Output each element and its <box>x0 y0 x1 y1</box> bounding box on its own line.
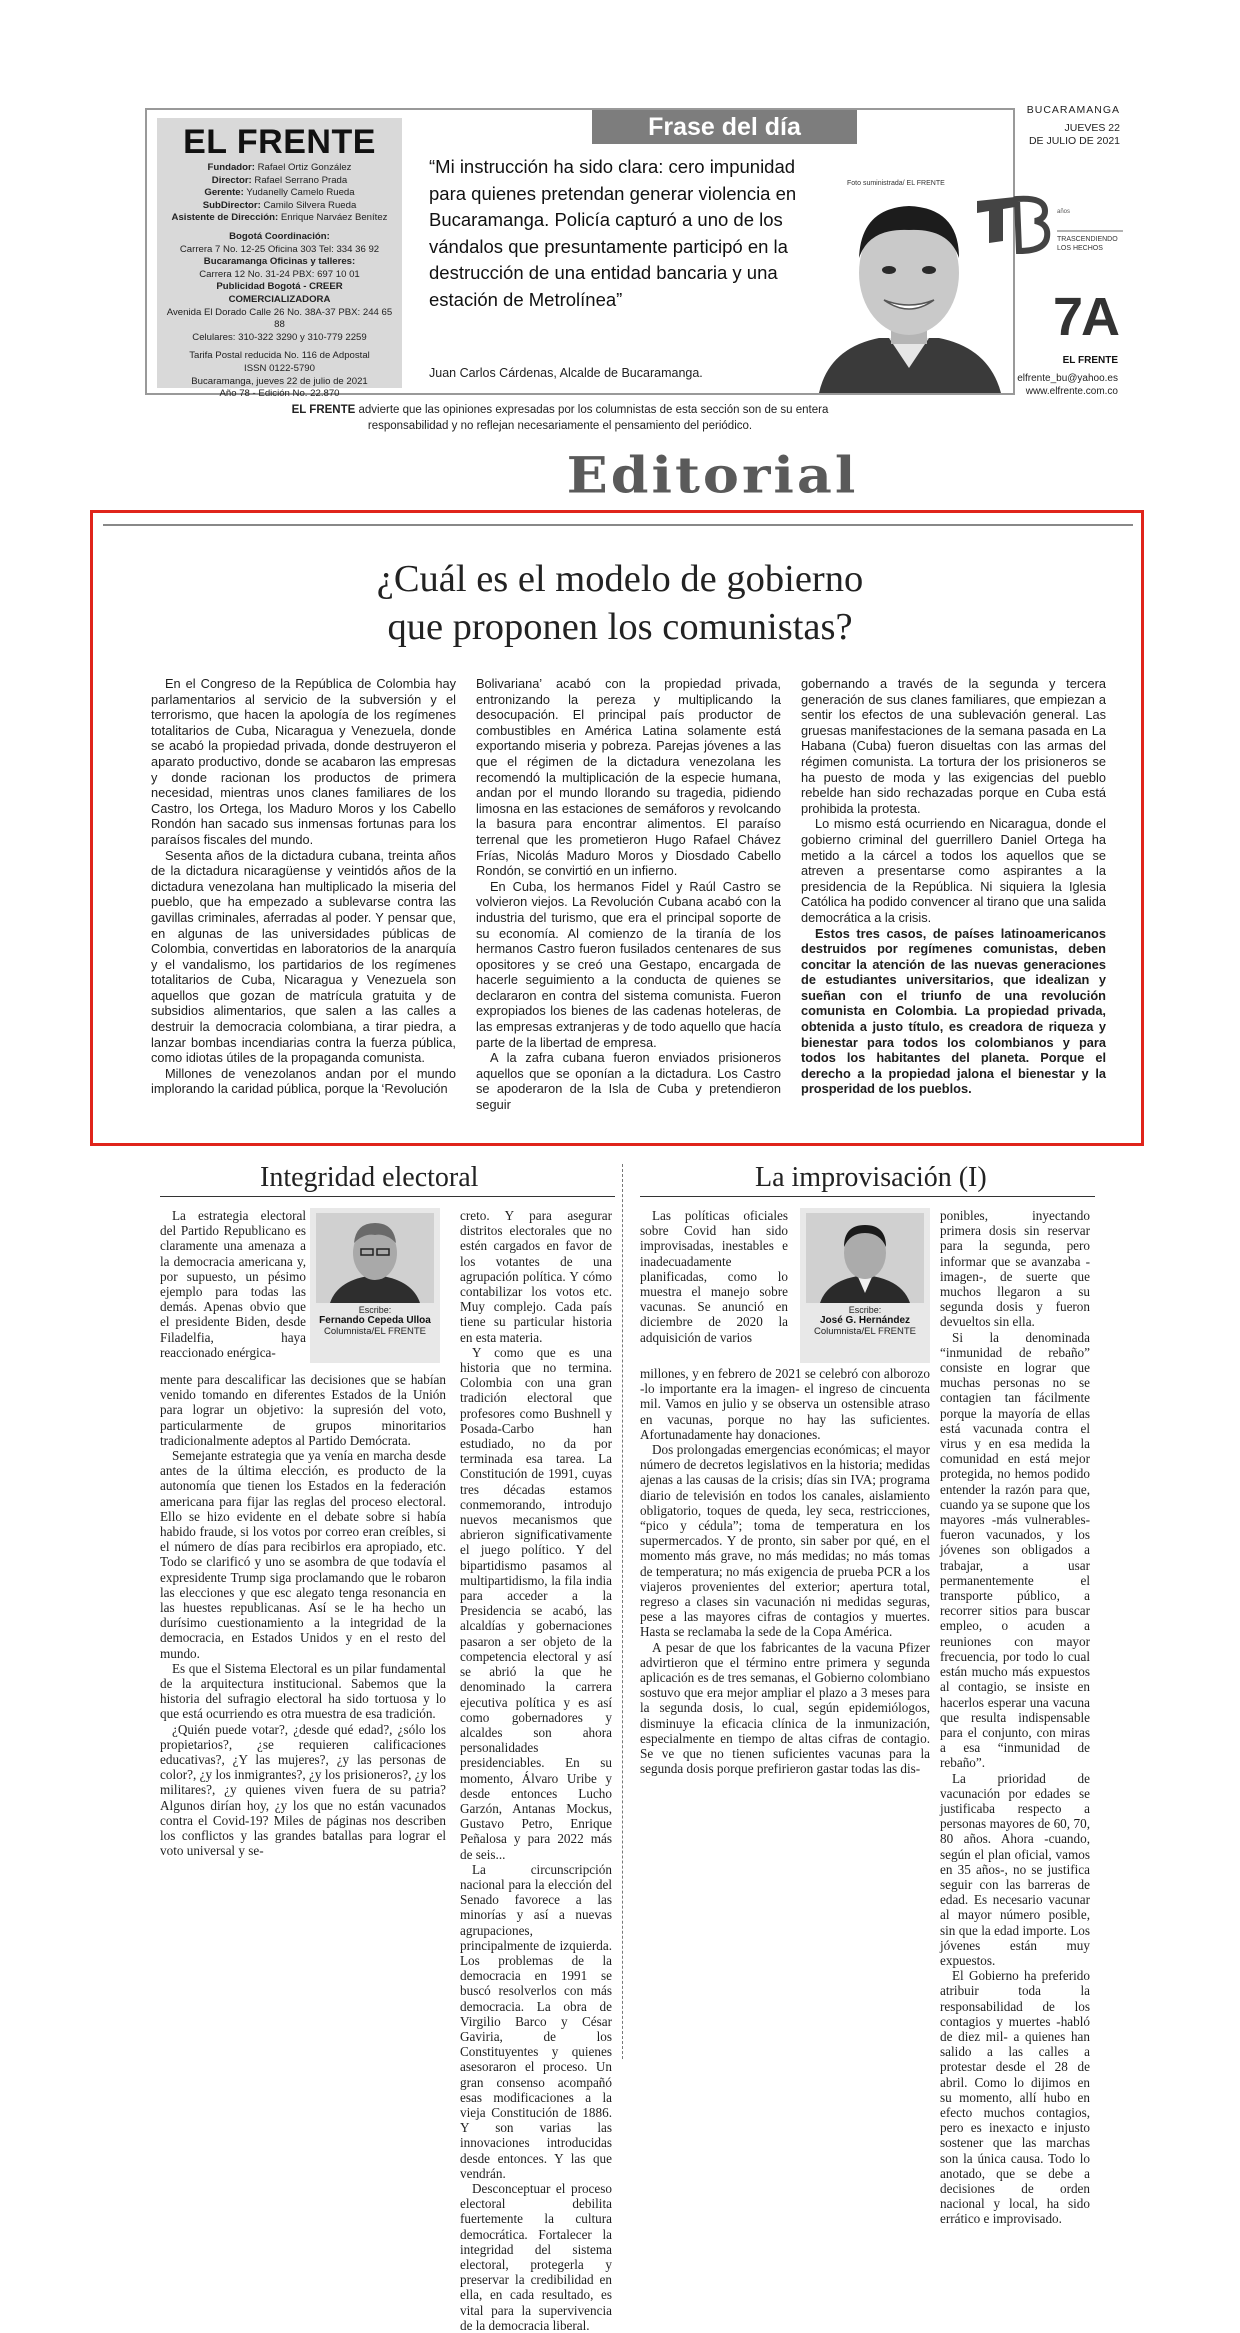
paragraph: Estos tres casos, de países latinoamericanos destruidos por regímenes comunistas, deben concitar la atención de las nuevas generaciones de estudiantes universitarios, que idealizan y sueñan con el triunfo de una revolución comunista en Colombia. La propiedad privada, obtenida a justo título, es creadora de riqueza y bienestar para todos los colombianos y para todos los habitantes del planeta. Porque el derecho a la propiedad jalona el bienestar y la prosperidad de los pueblos. <box>801 925 1106 1097</box>
office-line: Carrera 7 No. 12-25 Oficina 303 Tel: 334 36 92 <box>179 243 380 255</box>
editorial-column-3 <box>801 676 1106 1097</box>
logo-caption-1: TRASCENDIENDO <box>1057 236 1118 243</box>
svg-text:años: años <box>1057 209 1071 215</box>
photo-credit: Foto suministrada/ EL FRENTE <box>847 180 945 187</box>
author-name: José G. Hernández <box>819 1315 911 1326</box>
divider <box>160 1196 615 1197</box>
column-left-text-2 <box>460 1208 612 2333</box>
quote-author: Juan Carlos Cárdenas, Alcalde de Bucaramanga. <box>429 366 703 380</box>
paper-name: EL FRENTE <box>183 123 376 161</box>
paragraph: Es que el Sistema Electoral es un pilar fundamental de la arquitectura institucional. Sabemos que la historia del sufragio electoral ha sido tortuosa y lo que está ocurriendo es otra muestra de esa tradición. <box>160 1660 446 1722</box>
author-name: Fernando Cepeda Ulloa <box>319 1315 431 1326</box>
postal-line: Tarifa Postal reducida No. 116 de Adpostal <box>189 350 370 362</box>
paragraph: Lo mismo está ocurriendo en Nicaragua, donde el gobierno criminal del guerrillero Daniel Ortega ha metido a la cárcel a todos los aquellos que se atreven a presentarse como aspirantes a la presidencia de la República. Ni siquiera la Iglesia Católica ha podido convencer al tirano que una salida democrática a la crisis. <box>801 816 1106 925</box>
staff-line: SubDirector: Camilo Silvera Rueda <box>202 199 357 211</box>
column-right-text-1a <box>640 1208 788 1345</box>
paragraph: Si la denominada “inmunidad de rebaño” consiste en lograr que muchas personas no se contagien tan fácilmente porque la mayoría de ellas está vacunada contra el virus y en esa medida la comunidad en está mejor protegida, no hemos podido entender la razón para que, cuando ya se supone que los mayores -más vulnerables- fueron vacunados, y los jóvenes son obligados a trabajar, a usar permanentemente el transporte público, a recorrer sitios para buscar empleo, o acuden a reuniones con mayor frecuencia, por todo lo cual están mucho más expuestos al contagio, se insiste en hacerlos esperar una vacuna que resulta indispensable para el conjunto, con miras a esa “inmunidad de rebaño”. <box>940 1329 1090 1771</box>
paragraph: Sesenta años de la dictadura cubana, treinta años de la dictadura nicaragüense y veintidós años de la dictadura venezolana han multiplicado la miseria del pueblo, que ha empezado a sublevarse contra las gavillas criminales, aferradas al poder. Y pensar que, en algunas de las universidades públicas de Colombia, convertidas en laboratorios de la anarquía y el vandalismo, los partidarios de los regímenes totalitarios de Cuba, Nicaragua y Venezuela son aquellos que gozan de matrícula gratuita y de subsidios alimentarios, que salen a las calles a destruir la democracia colombiana, a tirar piedra, a lanzar bombas incendiarias contra la fuerza pública, como idiotas útiles de la propaganda comunista. <box>151 847 456 1066</box>
postal-line: ISSN 0122-5790 <box>244 362 315 374</box>
office-title: Bogotá Coordinación: <box>229 230 330 242</box>
column-title-right: La improvisación (I) <box>755 1162 987 1193</box>
column-left-text-1a <box>160 1208 306 1360</box>
author-label: Escribe: <box>848 1305 882 1315</box>
author-photo-right <box>806 1213 924 1303</box>
quote-text: “Mi instrucción ha sido clara: cero impunidad para quienes pretendan generar violencia en Bucaramanga. Policía capturó a uno de los vándalos que presuntamente participó en la destrucción de una entidad bancaria y una estación de Metrolínea” <box>429 156 797 310</box>
editorial-column-1 <box>151 676 456 1097</box>
paragraph: El Gobierno ha preferido atribuir toda la responsabilidad de los contagios y muertes -habló de diez mil- a quienes han salido a las calles a protestar desde el 28 de abril. Como lo dijimos en su momento, allí hubo en efecto muchos contagios, pero es inexacto e injusto sostener que las marchas son la única causa. Todo lo anotado, que se debe a decisiones de orden nacional y local, ha sido errático e improvisado. <box>940 1968 1090 2227</box>
paragraph: A pesar de que los fabricantes de la vacuna Pfizer advirtieron que el término entre primera y segunda aplicación es de tres semanas, el Gobierno colombiano sostuvo que era mejor ampliar el plazo a 3 meses para la segunda dosis, lo cual, según epidemiólogos, disminuye la eficacia clínica de la inmunización, especialmente en tiempo de altas cifras de contagio. Se ve que no tienen suficientes vacunas para la segunda dosis porque prefirieron gastar todas las dis- <box>640 1639 930 1777</box>
author-photo-left <box>316 1213 434 1303</box>
paragraph: A la zafra cubana fueron enviados prisioneros aquellos que se oponían a la dictadura. Los Castro se apoderaron de la Isla de Cuba y pretendieron seguir <box>476 1050 781 1113</box>
editorial-column-2 <box>476 676 781 1113</box>
paragraph: creto. Y para asegurar distritos electorales que no estén cargados en favor de los votantes de una agrupación política. Y cómo contabilizar los votos etc. Muy complejo. Cada país tiene su particular historia en esta materia. <box>460 1208 612 1345</box>
paragraph: Millones de venezolanos andan por el mundo implorando la caridad pública, porque la ‘Revolución <box>151 1065 456 1097</box>
website-text: www.elfrente.com.co <box>1025 386 1118 397</box>
date-line: JUEVES 22 DE JULIO DE 2021 <box>1028 122 1120 147</box>
paragraph: Dos prolongadas emergencias económicas; el mayor número de decretos legislativos en la historia; medidas ajenas a las causas de la crisis; días sin IVA; programa diario de televisión en todos los canales, aislamiento obligatorio, toques de queda, ley seca, restricciones, “pico y cédula”; toma de temperatura en los supermercados. Y de pronto, sin saber por qué, en el momento más grave, no más medidas; no más tomas de temperatura; no más exigencia de prueba PCR a los viajeros provenientes del exterior; apertura total, regreso a clases sin vacunación ni medidas seguras, pese a las mayores cifras de contagios y muertes. Hasta se reclamaba la sede de la Copa América. <box>640 1442 930 1640</box>
paragraph: La prioridad de vacunación por edades se justificaba respecto a personas mayores de 60, 70, 80 años. Ahora -cuando, según el plan oficial, vamos en 35 años-, no se justifica seguir con las barreras de edad. Es necesario vacunar al mayor número posible, sin que la edad importe. Los jóvenes están muy expuestos. <box>940 1770 1090 1968</box>
author-role: Columnista/EL FRENTE <box>813 1326 917 1337</box>
postal-line: Bucaramanga, jueves 22 de julio de 2021 <box>191 375 368 387</box>
editorial-columns <box>151 676 1106 1136</box>
paragraph: ¿Quién puede votar?, ¿desde qué edad?, ¿sólo los propietarios?, ¿se requieren calificaciones educativas?, ¿Y las mujeres?, ¿y las personas de color?, ¿y los inmigrantes?, ¿y los prisioneros?, ¿y los militares?, ¿y quienes viven fuera de su patria? Algunos dirían hoy, ¿y los que no están vacunados contra el Covid-19? Miles de páginas nos describen los conflictos y las grandes batallas para lograr el voto universal y se- <box>160 1721 446 1859</box>
paragraph: En el Congreso de la República de Colombia hay parlamentarios al servicio de la subversión y el terrorismo, que hacen la apología de los regímenes totalitarios de Cuba, Nicaragua y Venezuela, donde se acabó la propiedad privada, donde destruyeron el aparato productivo, donde se acabaron las empresas y donde racionan los productos de primera necesidad, mientras unos clanes familiares de los Castro, los Ortega, los Maduro Moros y los Cabello Rondón han sacado sus inmensas fortunas para los paraísos fiscales del mundo. <box>151 676 456 847</box>
email-text: elfrente_bu@yahoo.es <box>1017 373 1118 384</box>
masthead <box>145 108 1015 400</box>
column-divider <box>622 1164 623 2059</box>
column-title-left: Integridad electoral <box>260 1162 479 1193</box>
author-role: Columnista/EL FRENTE <box>323 1326 427 1337</box>
contact-info <box>990 372 1118 398</box>
page-number: 7A <box>1052 287 1118 347</box>
paragraph: Bolivariana’ acabó con la propiedad privada, entronizando la pereza y multiplicando la desocupación. El principal país productor de combustibles en América Latina solamente está exportando miseria y pobreza. Parejas jóvenes a las que el régimen de la dictadura venezolana les recomendó la multiplicación de la especie humana, andan por el mundo llorando su tragedia, pidiendo limosna en las estaciones de semáforos y revolcando la basura para encontrar alimentos. El paraíso terrenal que les prometieron Hugo Rafael Chávez Frías, Nicolás Maduro Moros y Diosdado Cabello Rondón, se convirtió en un infierno. <box>476 676 781 879</box>
anniversary-logo <box>975 193 1125 259</box>
staff-line: Gerente: Yudanelly Camelo Rueda <box>204 187 355 199</box>
masthead-right-column <box>1020 104 1120 148</box>
page-paper-name: EL FRENTE <box>1062 355 1118 366</box>
paragraph: Las políticas oficiales sobre Covid han sido improvisadas, inestables e inadecuadamente planificadas, como lo muestra el manejo sobre vacunas. Se anunció en diciembre de 2020 la adquisición de varios <box>640 1208 788 1345</box>
paragraph: La estrategia electoral del Partido Republicano es claramente una amenaza a la democracia americana y, por supuesto, un pésimo ejemplo para todas las demás. Apenas obvio que el presidente Biden, desde Filadelfia, haya reaccionado enérgica- <box>160 1208 306 1360</box>
column-right-text-2 <box>940 1208 1090 2227</box>
staff-line: Asistente de Dirección: Enrique Narváez Benítez <box>171 212 388 224</box>
column-left-text-1b <box>160 1372 446 1859</box>
editorial-box <box>90 510 1144 1146</box>
paragraph: En Cuba, los hermanos Fidel y Raúl Castro se volvieron viejos. La Revolución Cubana acabó con la industria del turismo, que era el principal soporte de su economía. Al comienzo de la tiranía de los hermanos Castro fueron fusilados centenares de sus opositores y se creó una Gestapo, encargada de hacerle seguimiento a la conducta de quienes se declararon en contra del sistema comunista. Fueron expropiados los bienes de las cadenas hoteleras, de las empresas extranjeras y de todo aquello que hacía parte de la libertad de empresa. <box>476 878 781 1050</box>
city-label: BUCARAMANGA <box>1026 104 1120 116</box>
office-line: Avenida El Dorado Calle 26 No. 38A-37 PBX: 244 65 88 <box>166 306 393 331</box>
paragraph: mente para descalificar las decisiones que se habían venido tomando en diferentes Estados de la Unión para lograr un objetivo: la supresión del voto, particularmente de grupos minoritarios tradicionalmente adeptos al Partido Demócrata. <box>160 1372 446 1448</box>
office-title: Publicidad Bogotá - CREER COMERCIALIZADORA <box>216 281 343 305</box>
office-title: Bucaramanga Oficinas y talleres: <box>203 256 356 268</box>
brand-panel <box>157 118 402 400</box>
section-title: Editorial <box>566 445 859 505</box>
paragraph: millones, y en febrero de 2021 se celebró con alborozo -lo importante era la imagen- el ingreso de cincuenta mil. Vamos en julio y se observa un ostensible atraso en vacunas, porque no hay las suficientes. Afortunadamente hay donaciones. <box>640 1366 930 1442</box>
office-line: Carrera 12 No. 31-24 PBX: 697 10 01 <box>199 268 360 280</box>
editorial-headline: ¿Cuál es el modelo de gobierno que proponen los comunistas? <box>376 558 864 648</box>
postal-line: Año 78 - Edición No. 22.870 <box>219 388 340 400</box>
paragraph: La circunscripción nacional para la elección del Senado favorece a las minorías y así a nuevas agrupaciones, principalmente de izquierda. Los problemas de la democracia en 1991 se buscó resolverlos con más democracia. La obra de Virgilio Barco y César Gaviria, de los Constituyentes y quienes asesoraron el proceso. Un gran consenso acompañó esas modificaciones a la vieja Constitución de 1886. Y son varias las innovaciones introducidas desde entonces. Y las que vendrán. <box>460 1861 612 2181</box>
paragraph: gobernando a través de la segunda y tercera generación de sus clanes familiares, que empiezan a sentir los efectos de una sublevación general. Las gruesas manifestaciones de la semana pasada en La Habana (Cuba) fueron disueltas con las armas del régimen comunista. La tortura der los prisioneros se ha puesto de moda y las exigencias del pueblo rebelde han sido rechazadas porque en Cuba está prohibida la protesta. <box>801 676 1106 816</box>
disclaimer: EL FRENTE advierte que las opiniones expresadas por los columnistas de esta sección son de su entera responsabilidad y no reflejan necesariamente el pensamiento del periódico. <box>291 404 829 432</box>
author-card-left <box>310 1208 440 1363</box>
staff-line: Fundador: Rafael Ortiz González <box>207 162 352 173</box>
paragraph: Desconceptuar el proceso electoral debilita fuertemente la cultura democrática. Fortalecer la integridad del sistema electoral, protegerla y preservar la credibilidad en ella, en cada resultado, es vital para la supervivencia de la democracia liberal. <box>460 2181 612 2333</box>
logo-caption-2: LOS HECHOS <box>1057 245 1103 252</box>
staff-line: Director: Rafael Serrano Prada <box>211 174 348 186</box>
author-card-right <box>800 1208 930 1363</box>
cellphones: Celulares: 310-322 3290 y 310-779 2259 <box>192 331 367 343</box>
paragraph: Y como que es una historia que no termina. Colombia con una gran tradición electoral que profesores como Bushnell y Posada-Carbo han estudiado, no da por terminada esa tarea. La Constitución de 1991, cuyas tres décadas estamos conmemorando, introdujo nuevos mecanismos que abrieron significativamente el juego político. Y del bipartidismo pasamos al multipartidismo, la fila india para acceder a la Presidencia se acabó, las alcaldías y gobernaciones pasaron a ser objeto de la competencia electoral y así se abrió la que he denominado la carrera ejecutiva política y es así como gobernadores y alcaldes son ahora personalidades presidenciables. En su momento, Álvaro Uribe y desde entonces Lucho Garzón, Antanas Mockus, Gustavo Petro, Enrique Peñalosa y para 2022 más de seis... <box>460 1344 612 1862</box>
paragraph: ponibles, inyectando primera dosis sin reservar para la segunda, pero informar que se avanzaba -imagen-, de suerte que muchos llegaron a su segunda dosis y fueron devueltos sin ella. <box>940 1208 1090 1330</box>
paragraph: Semejante estrategia que ya venía en marcha desde antes de la última elección, es producto de la autonomía que tienen los Estados en la federación americana para fijar las reglas del proceso electoral. Ello se hizo evidente en el debate sobre si había habido fraude, si los votos por correo eran creíbles, si el número de días para recibirlos era apropiado, etc. Todo se clarificó y uno se asombra de que todavía el expresidente Trump siga proclamando que le robaron las elecciones y que esc alegato tenga resonancia en las huestes republicanas. Así se le ha hecho un durísimo cuestionamiento a la integridad de la democracia, en Estados Unidos y en el resto del mundo. <box>160 1448 446 1661</box>
column-right-text-1b <box>640 1366 930 1776</box>
frase-del-dia-title: Frase del día <box>592 110 857 144</box>
divider <box>640 1196 1095 1197</box>
divider <box>103 524 1133 526</box>
author-label: Escribe: <box>358 1305 392 1315</box>
